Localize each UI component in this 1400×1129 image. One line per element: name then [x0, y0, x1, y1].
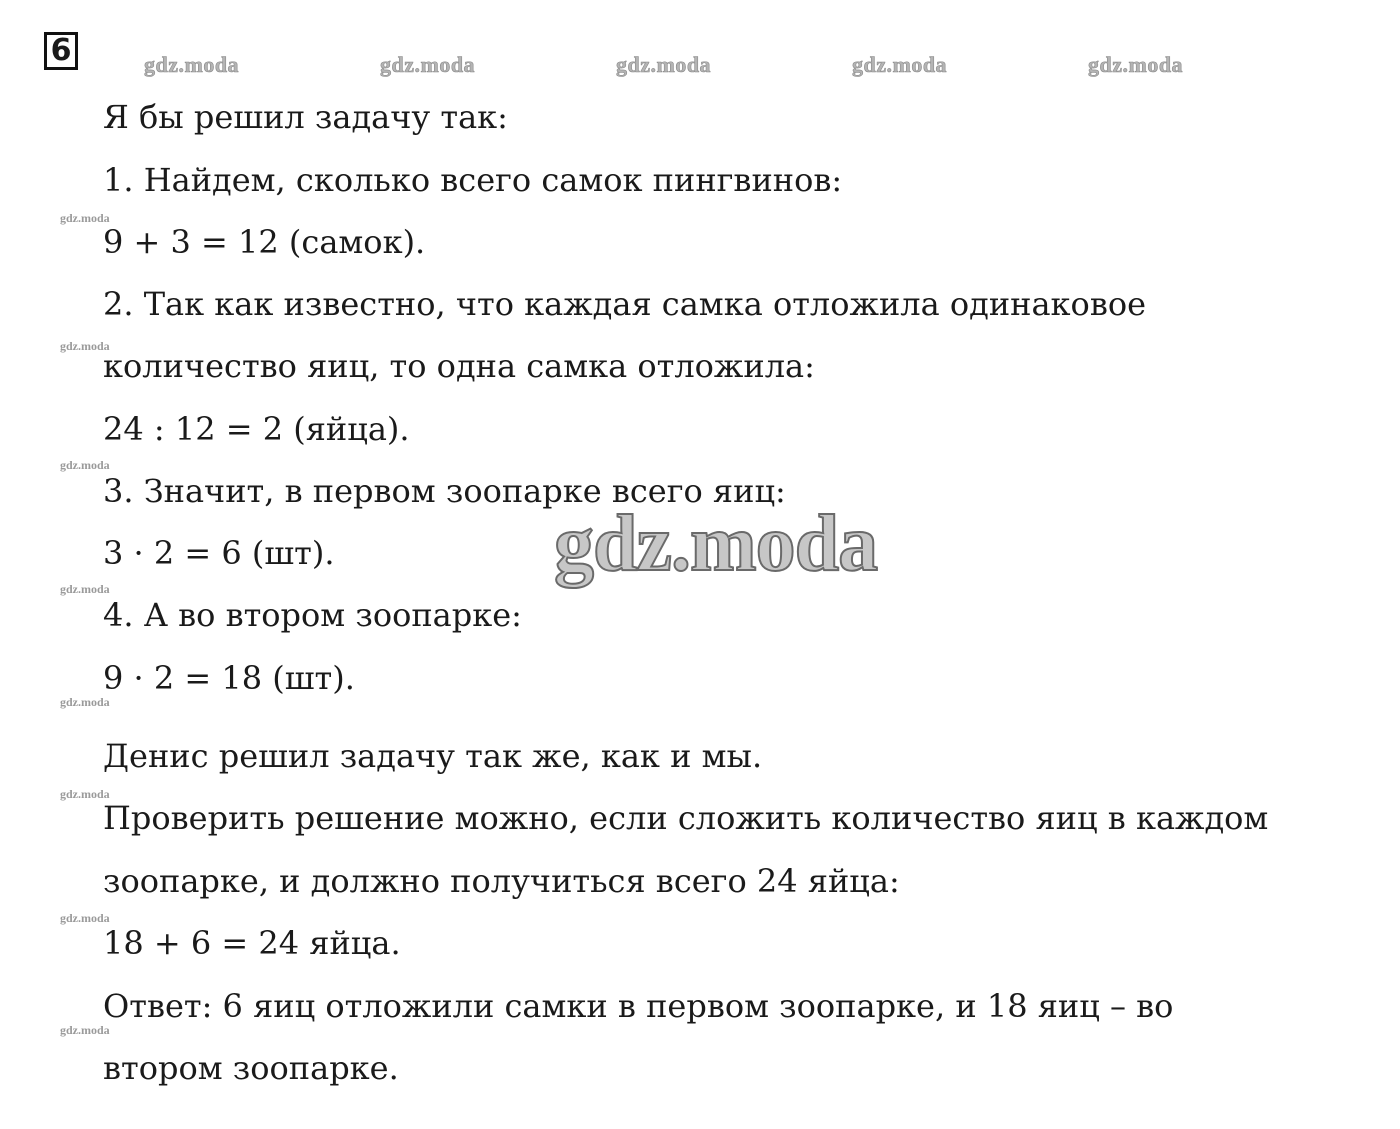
watermark-side: gdz.moda [60, 458, 110, 472]
watermark-side: gdz.moda [60, 582, 110, 596]
watermark-top: gdz.moda [380, 52, 476, 77]
watermark-side: gdz.moda [60, 695, 110, 709]
task-number-box: 6 [44, 32, 78, 70]
watermark-top: gdz.moda [852, 52, 948, 77]
text-line-step-4: 4. А во втором зоопарке: [103, 596, 522, 634]
text-line-calc-1: 9 + 3 = 12 (самок). [103, 223, 426, 261]
text-line-calc-check: 18 + 6 = 24 яйца. [103, 924, 401, 962]
text-line-answer-cont: втором зоопарке. [103, 1049, 399, 1087]
watermark-top: gdz.moda [144, 52, 240, 77]
text-line-step-1: 1. Найдем, сколько всего самок пингвинов: [103, 161, 843, 199]
text-line-check-cont: зоопарке, и должно получиться всего 24 яйца: [103, 862, 900, 900]
text-line-calc-3: 3 · 2 = 6 (шт). [103, 534, 335, 572]
text-line-answer: Ответ: 6 яиц отложили самки в первом зоопарке, и 18 яиц – во [103, 987, 1174, 1025]
text-line-step-2-cont: количество яиц, то одна самка отложила: [103, 347, 815, 385]
text-line-intro: Я бы решил задачу так: [103, 98, 508, 136]
watermark-side: gdz.moda [60, 1023, 110, 1037]
text-line-calc-4: 9 · 2 = 18 (шт). [103, 659, 355, 697]
watermark-center: gdz.moda [554, 500, 878, 588]
text-line-calc-2: 24 : 12 = 2 (яйца). [103, 410, 410, 448]
watermark-side: gdz.moda [60, 339, 110, 353]
watermark-top: gdz.moda [1088, 52, 1184, 77]
text-line-step-2: 2. Так как известно, что каждая самка отложила одинаковое [103, 285, 1147, 323]
watermark-side: gdz.moda [60, 211, 110, 225]
text-line-step-3: 3. Значит, в первом зоопарке всего яиц: [103, 472, 786, 510]
text-line-check: Проверить решение можно, если сложить количество яиц в каждом [103, 799, 1269, 837]
watermark-side: gdz.moda [60, 911, 110, 925]
watermark-top: gdz.moda [616, 52, 712, 77]
text-line-denis: Денис решил задачу так же, как и мы. [103, 737, 763, 775]
watermark-side: gdz.moda [60, 787, 110, 801]
